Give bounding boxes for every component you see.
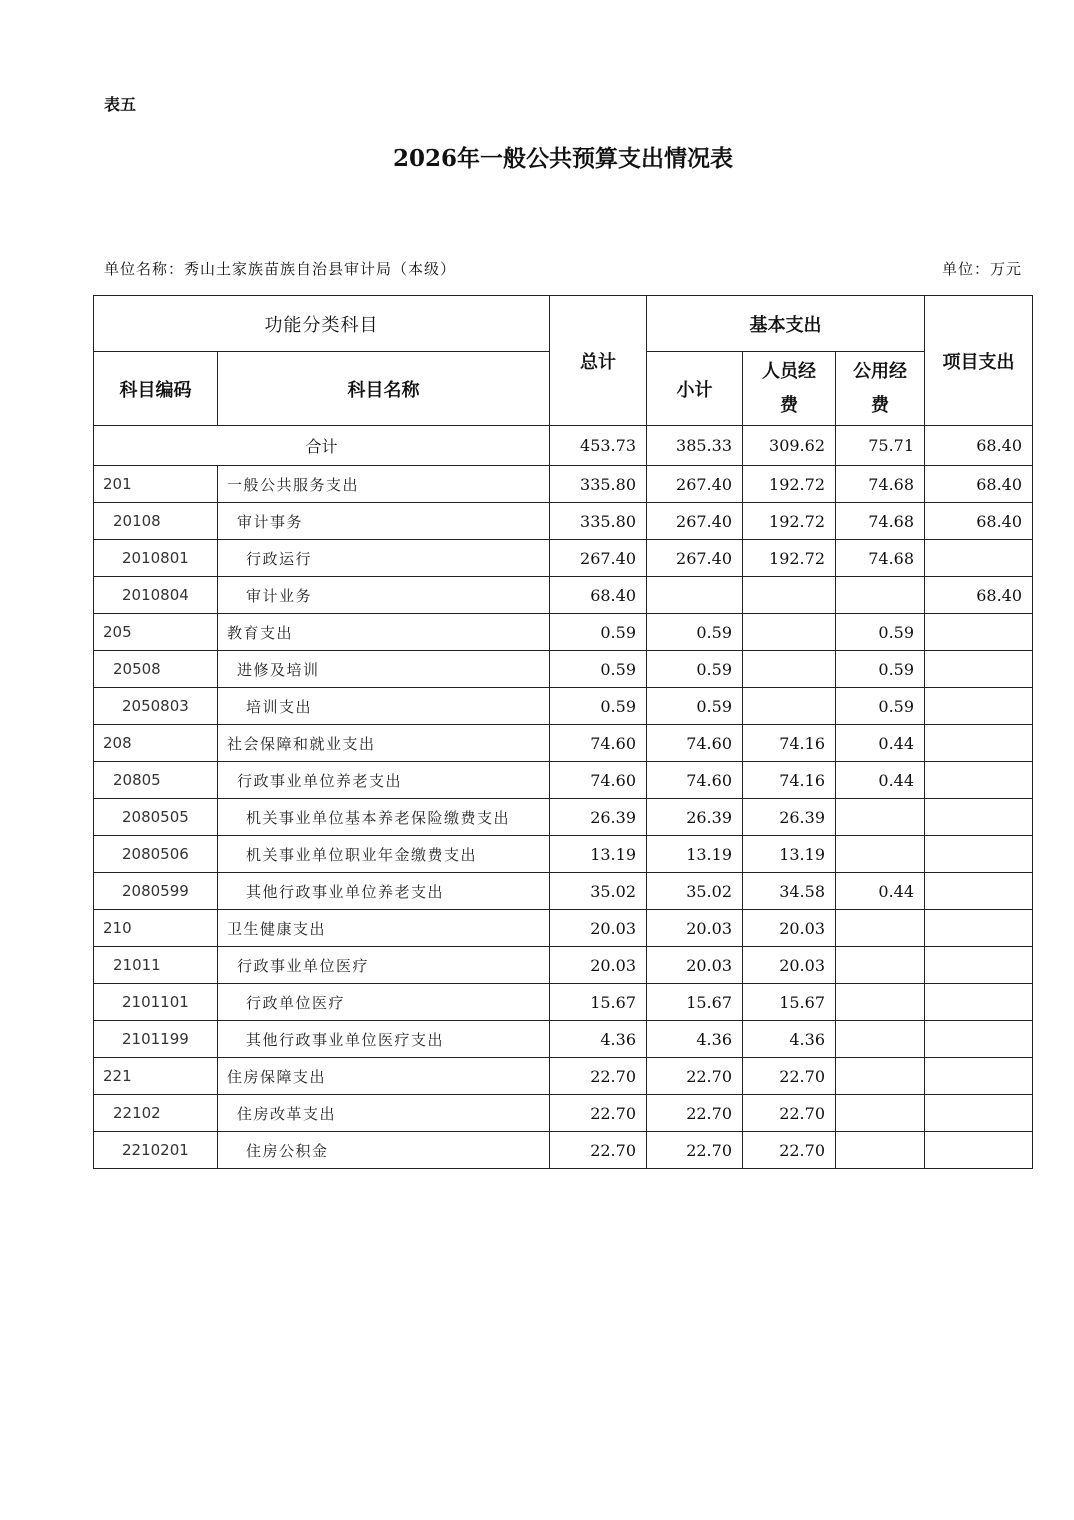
row-personnel (743, 614, 836, 651)
table-row (94, 947, 1033, 984)
row-total: 4.36 (550, 1021, 647, 1058)
row-subtotal: 74.60 (647, 762, 743, 799)
header-total: 总计 (550, 296, 647, 426)
row-total: 335.80 (550, 466, 647, 503)
row-subtotal: 22.70 (647, 1132, 743, 1169)
row-name: 卫生健康支出 (218, 910, 550, 947)
row-personnel: 22.70 (743, 1058, 836, 1095)
table-row (94, 799, 1033, 836)
row-project (925, 836, 1033, 873)
header-project: 项目支出 (925, 296, 1033, 426)
table-row (94, 651, 1033, 688)
total-public: 75.71 (836, 426, 925, 466)
row-personnel (743, 577, 836, 614)
table-row (94, 614, 1033, 651)
row-project (925, 688, 1033, 725)
table-row (94, 688, 1033, 725)
row-subtotal: 35.02 (647, 873, 743, 910)
row-total: 20.03 (550, 947, 647, 984)
row-code: 2210201 (94, 1132, 218, 1169)
row-total: 267.40 (550, 540, 647, 577)
row-project (925, 725, 1033, 762)
table-row (94, 1132, 1033, 1169)
row-public (836, 910, 925, 947)
total-label: 合计 (94, 426, 550, 466)
row-code: 22102 (94, 1095, 218, 1132)
row-total: 74.60 (550, 725, 647, 762)
unit-label: 单位：万元 (941, 260, 1022, 278)
row-personnel: 192.72 (743, 503, 836, 540)
row-subtotal: 267.40 (647, 466, 743, 503)
row-public: 0.59 (836, 651, 925, 688)
row-total: 335.80 (550, 503, 647, 540)
row-subtotal (647, 577, 743, 614)
row-personnel: 4.36 (743, 1021, 836, 1058)
row-subtotal: 74.60 (647, 725, 743, 762)
row-subtotal: 0.59 (647, 614, 743, 651)
row-public: 0.59 (836, 688, 925, 725)
row-project (925, 984, 1033, 1021)
row-public (836, 577, 925, 614)
row-name: 审计事务 (218, 503, 550, 540)
row-project (925, 614, 1033, 651)
row-project (925, 1095, 1033, 1132)
table-row (94, 984, 1033, 1021)
row-name: 住房公积金 (218, 1132, 550, 1169)
row-public (836, 984, 925, 1021)
row-code: 20508 (94, 651, 218, 688)
row-code: 208 (94, 725, 218, 762)
row-name: 其他行政事业单位医疗支出 (218, 1021, 550, 1058)
table-row (94, 466, 1033, 503)
row-subtotal: 13.19 (647, 836, 743, 873)
table-row (94, 725, 1033, 762)
row-subtotal: 20.03 (647, 910, 743, 947)
table-row (94, 873, 1033, 910)
header-personnel: 人员经费 (743, 352, 836, 426)
table-row (94, 1095, 1033, 1132)
row-code: 21011 (94, 947, 218, 984)
row-project: 68.40 (925, 503, 1033, 540)
row-project (925, 910, 1033, 947)
row-project (925, 873, 1033, 910)
row-total: 0.59 (550, 688, 647, 725)
row-total: 13.19 (550, 836, 647, 873)
row-public: 0.44 (836, 725, 925, 762)
row-name: 行政事业单位医疗 (218, 947, 550, 984)
row-total: 0.59 (550, 614, 647, 651)
row-name: 机关事业单位职业年金缴费支出 (218, 836, 550, 873)
row-personnel: 26.39 (743, 799, 836, 836)
row-project: 68.40 (925, 577, 1033, 614)
row-name: 住房改革支出 (218, 1095, 550, 1132)
row-code: 2050803 (94, 688, 218, 725)
row-project: 68.40 (925, 466, 1033, 503)
row-project (925, 651, 1033, 688)
row-subtotal: 267.40 (647, 503, 743, 540)
row-subtotal: 26.39 (647, 799, 743, 836)
row-total: 0.59 (550, 651, 647, 688)
row-project (925, 1021, 1033, 1058)
row-public: 0.44 (836, 873, 925, 910)
row-personnel: 20.03 (743, 910, 836, 947)
unit-name: 单位名称：秀山土家族苗族自治县审计局（本级） (104, 260, 457, 278)
row-personnel: 192.72 (743, 540, 836, 577)
row-public: 74.68 (836, 466, 925, 503)
row-total: 68.40 (550, 577, 647, 614)
row-code: 2101101 (94, 984, 218, 1021)
row-total: 22.70 (550, 1095, 647, 1132)
row-public (836, 1132, 925, 1169)
row-personnel (743, 688, 836, 725)
row-project (925, 947, 1033, 984)
row-public: 0.44 (836, 762, 925, 799)
row-project (925, 762, 1033, 799)
row-public (836, 1095, 925, 1132)
total-row (94, 426, 1033, 466)
header-public: 公用经费 (836, 352, 925, 426)
row-subtotal: 267.40 (647, 540, 743, 577)
header-subtotal: 小计 (647, 352, 743, 426)
total-personnel: 309.62 (743, 426, 836, 466)
total-project: 68.40 (925, 426, 1033, 466)
header-name: 科目名称 (218, 352, 550, 426)
row-subtotal: 0.59 (647, 688, 743, 725)
row-public: 74.68 (836, 540, 925, 577)
row-name: 行政单位医疗 (218, 984, 550, 1021)
row-code: 210 (94, 910, 218, 947)
row-public: 0.59 (836, 614, 925, 651)
row-name: 机关事业单位基本养老保险缴费支出 (218, 799, 550, 836)
row-name: 行政事业单位养老支出 (218, 762, 550, 799)
table-row (94, 577, 1033, 614)
row-personnel: 15.67 (743, 984, 836, 1021)
row-code: 205 (94, 614, 218, 651)
row-total: 35.02 (550, 873, 647, 910)
row-public (836, 836, 925, 873)
table-row (94, 540, 1033, 577)
row-personnel: 13.19 (743, 836, 836, 873)
header-func-class: 功能分类科目 (94, 296, 550, 352)
row-code: 221 (94, 1058, 218, 1095)
budget-table (93, 295, 1033, 1169)
total-total: 453.73 (550, 426, 647, 466)
page-title: 2026年一般公共预算支出情况表 (392, 145, 733, 172)
row-name: 进修及培训 (218, 651, 550, 688)
row-total: 26.39 (550, 799, 647, 836)
row-code: 20805 (94, 762, 218, 799)
row-project (925, 799, 1033, 836)
row-personnel: 34.58 (743, 873, 836, 910)
row-name: 一般公共服务支出 (218, 466, 550, 503)
row-name: 社会保障和就业支出 (218, 725, 550, 762)
row-code: 2101199 (94, 1021, 218, 1058)
row-total: 74.60 (550, 762, 647, 799)
row-code: 20108 (94, 503, 218, 540)
header-code: 科目编码 (94, 352, 218, 426)
row-personnel: 20.03 (743, 947, 836, 984)
row-code: 201 (94, 466, 218, 503)
row-total: 22.70 (550, 1058, 647, 1095)
table-row (94, 1058, 1033, 1095)
row-total: 22.70 (550, 1132, 647, 1169)
row-name: 住房保障支出 (218, 1058, 550, 1095)
row-public (836, 1021, 925, 1058)
header-basic: 基本支出 (647, 296, 925, 352)
row-subtotal: 4.36 (647, 1021, 743, 1058)
row-subtotal: 22.70 (647, 1095, 743, 1132)
row-personnel (743, 651, 836, 688)
row-total: 20.03 (550, 910, 647, 947)
row-project (925, 1132, 1033, 1169)
row-subtotal: 22.70 (647, 1058, 743, 1095)
row-total: 15.67 (550, 984, 647, 1021)
row-personnel: 22.70 (743, 1095, 836, 1132)
row-project (925, 1058, 1033, 1095)
table-row (94, 503, 1033, 540)
row-name: 其他行政事业单位养老支出 (218, 873, 550, 910)
row-code: 2010801 (94, 540, 218, 577)
row-subtotal: 15.67 (647, 984, 743, 1021)
row-subtotal: 0.59 (647, 651, 743, 688)
row-public (836, 799, 925, 836)
row-subtotal: 20.03 (647, 947, 743, 984)
table-label: 表五 (104, 95, 137, 114)
table-row (94, 1021, 1033, 1058)
row-name: 教育支出 (218, 614, 550, 651)
table-row (94, 762, 1033, 799)
row-personnel: 192.72 (743, 466, 836, 503)
row-name: 行政运行 (218, 540, 550, 577)
row-name: 培训支出 (218, 688, 550, 725)
row-personnel: 74.16 (743, 762, 836, 799)
row-code: 2080599 (94, 873, 218, 910)
table-row (94, 836, 1033, 873)
row-code: 2080506 (94, 836, 218, 873)
row-name: 审计业务 (218, 577, 550, 614)
table-body (94, 426, 1033, 1169)
total-subtotal: 385.33 (647, 426, 743, 466)
table-row (94, 910, 1033, 947)
row-public (836, 1058, 925, 1095)
row-code: 2080505 (94, 799, 218, 836)
row-public: 74.68 (836, 503, 925, 540)
row-personnel: 74.16 (743, 725, 836, 762)
row-code: 2010804 (94, 577, 218, 614)
row-project (925, 540, 1033, 577)
row-public (836, 947, 925, 984)
row-personnel: 22.70 (743, 1132, 836, 1169)
table-header (94, 296, 1033, 426)
